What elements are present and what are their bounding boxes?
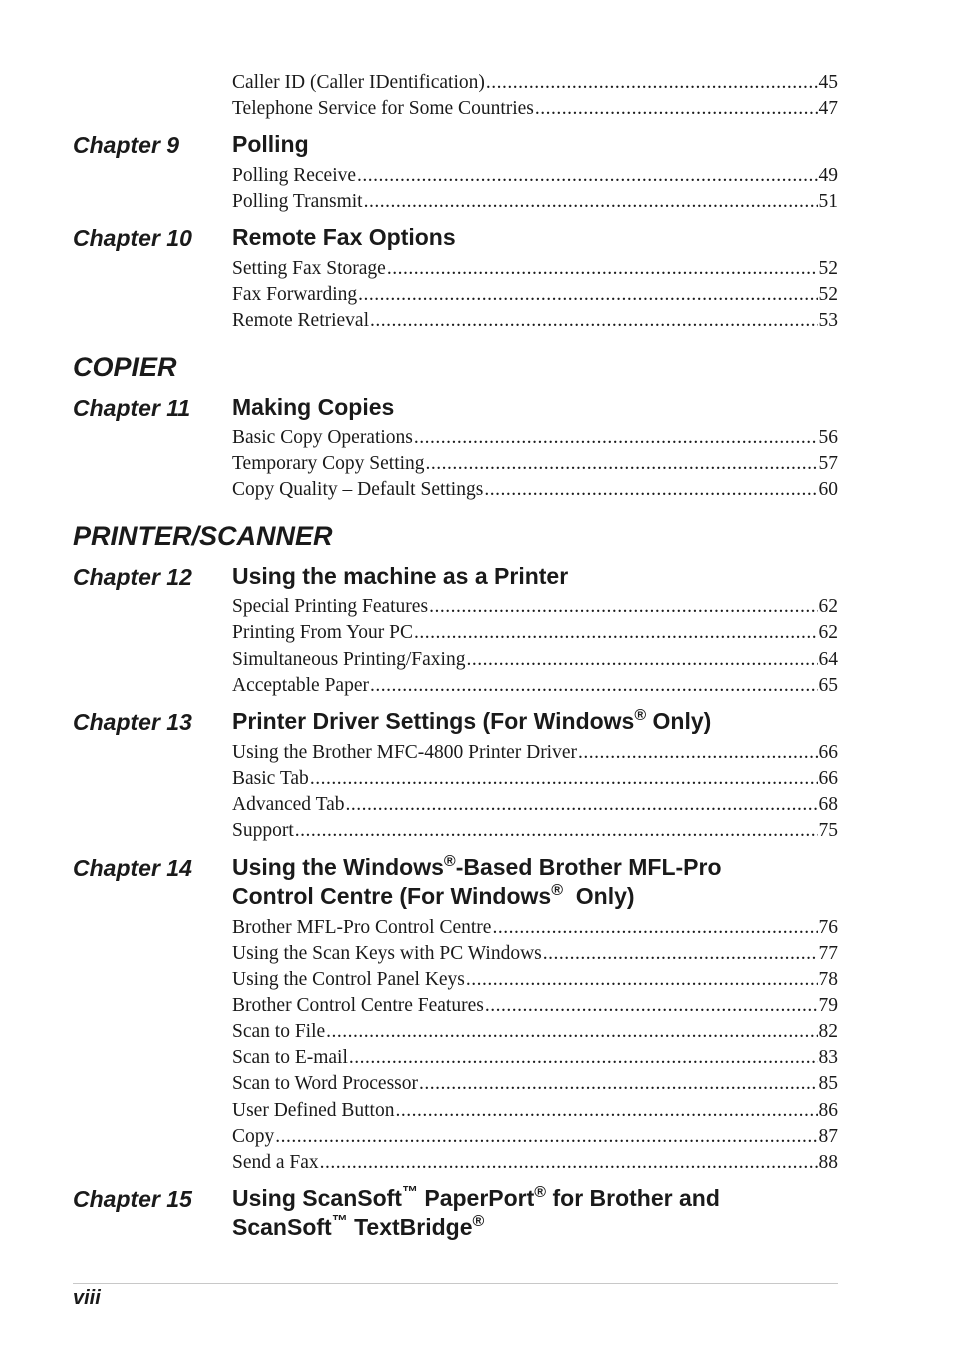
entry-title: Scan to Word Processor bbox=[232, 1073, 419, 1094]
entry-page: 88 bbox=[818, 1152, 838, 1173]
entry-title: Remote Retrieval bbox=[232, 310, 369, 331]
chapter-12-label: Chapter 12 bbox=[73, 564, 192, 590]
dot-leader bbox=[349, 1045, 818, 1071]
dot-leader bbox=[535, 96, 818, 122]
chapter-10-title[interactable]: Remote Fax Options bbox=[232, 224, 456, 250]
dot-leader bbox=[484, 477, 817, 503]
toc-entry[interactable] bbox=[232, 647, 838, 673]
chapter-13-title[interactable]: Printer Driver Settings (For Windows® Only) bbox=[232, 707, 712, 734]
entry-page: 62 bbox=[818, 622, 838, 643]
toc-entry[interactable] bbox=[232, 477, 838, 503]
toc-entry[interactable] bbox=[232, 256, 838, 282]
entry-title: Polling Transmit bbox=[232, 191, 363, 212]
dot-leader bbox=[485, 993, 818, 1019]
toc-entry[interactable] bbox=[232, 1124, 838, 1150]
entry-title: Caller ID (Caller IDentification) bbox=[232, 72, 485, 93]
entry-title: Fax Forwarding bbox=[232, 284, 358, 305]
dot-leader bbox=[466, 967, 818, 993]
dot-leader bbox=[364, 189, 818, 215]
entry-page: 86 bbox=[818, 1100, 838, 1121]
dot-leader bbox=[387, 256, 818, 282]
toc-entry[interactable] bbox=[232, 70, 838, 96]
entry-page: 52 bbox=[818, 258, 838, 279]
entry-title: Brother MFL-Pro Control Centre bbox=[232, 917, 492, 938]
entry-title: Scan to File bbox=[232, 1021, 326, 1042]
toc-entry[interactable] bbox=[232, 308, 838, 334]
entry-page: 47 bbox=[818, 98, 838, 119]
dot-leader bbox=[370, 673, 818, 699]
entry-page: 65 bbox=[818, 675, 838, 696]
entry-title: Simultaneous Printing/Faxing bbox=[232, 649, 466, 670]
chapter-11-label: Chapter 11 bbox=[73, 395, 191, 421]
dot-leader bbox=[310, 766, 818, 792]
dot-leader bbox=[429, 594, 817, 620]
registered-mark: ® bbox=[443, 853, 456, 870]
entry-page: 64 bbox=[818, 649, 838, 670]
dot-leader bbox=[357, 163, 817, 189]
chapter-14-label: Chapter 14 bbox=[73, 855, 192, 881]
section-heading-printer-scanner: PRINTER/SCANNER bbox=[73, 521, 333, 551]
registered-mark: ® bbox=[634, 707, 647, 724]
chapter-9-label: Chapter 9 bbox=[73, 132, 180, 158]
entry-title: Acceptable Paper bbox=[232, 675, 369, 696]
toc-entry[interactable] bbox=[232, 1019, 838, 1045]
toc-entry[interactable] bbox=[232, 967, 838, 993]
entry-title: Basic Copy Operations bbox=[232, 427, 413, 448]
dot-leader bbox=[326, 1019, 817, 1045]
dot-leader bbox=[358, 282, 817, 308]
entry-page: 66 bbox=[818, 768, 838, 789]
entry-page: 79 bbox=[818, 995, 838, 1016]
toc-entry[interactable] bbox=[232, 766, 838, 792]
dot-leader bbox=[426, 451, 818, 477]
registered-mark: ® bbox=[534, 1184, 547, 1201]
dot-leader bbox=[414, 425, 818, 451]
dot-leader bbox=[320, 1150, 818, 1176]
entry-title: Copy Quality – Default Settings bbox=[232, 479, 484, 500]
entry-title: Support bbox=[232, 820, 294, 841]
entry-page: 62 bbox=[818, 596, 838, 617]
entry-title: Temporary Copy Setting bbox=[232, 453, 425, 474]
chapter-11-title[interactable]: Making Copies bbox=[232, 394, 395, 420]
trademark-mark: ™ bbox=[331, 1213, 348, 1230]
entry-page: 68 bbox=[818, 794, 838, 815]
dot-leader bbox=[346, 792, 818, 818]
entry-page: 76 bbox=[818, 917, 838, 938]
toc-entry[interactable] bbox=[232, 915, 838, 941]
toc-entry[interactable] bbox=[232, 1150, 838, 1176]
chapter-12-title[interactable]: Using the machine as a Printer bbox=[232, 563, 569, 589]
entry-title: Setting Fax Storage bbox=[232, 258, 386, 279]
dot-leader bbox=[419, 1071, 817, 1097]
entry-title: Using the Brother MFC-4800 Printer Driver bbox=[232, 742, 578, 763]
entry-page: 82 bbox=[818, 1021, 838, 1042]
dot-leader bbox=[466, 647, 817, 673]
entry-title: Using the Scan Keys with PC Windows bbox=[232, 943, 542, 964]
entry-page: 75 bbox=[818, 820, 838, 841]
entry-page: 52 bbox=[818, 284, 838, 305]
chapter-14-title[interactable]: Using the Windows®-Based Brother MFL-Pro Control Centre (For Windows® Only) bbox=[232, 853, 722, 909]
chapter-15-label: Chapter 15 bbox=[73, 1186, 192, 1212]
dot-leader bbox=[543, 941, 818, 967]
entry-title: Using the Control Panel Keys bbox=[232, 969, 465, 990]
toc-entry[interactable] bbox=[232, 818, 838, 844]
page-number: viii bbox=[73, 1287, 101, 1309]
dot-leader bbox=[370, 308, 818, 334]
toc-entry[interactable] bbox=[232, 1071, 838, 1097]
registered-mark: ® bbox=[551, 882, 564, 899]
entry-page: 45 bbox=[818, 72, 838, 93]
toc-entry[interactable] bbox=[232, 1098, 838, 1124]
dot-leader bbox=[395, 1098, 817, 1124]
chapter-10-label: Chapter 10 bbox=[73, 225, 192, 251]
toc-entry[interactable] bbox=[232, 451, 838, 477]
dot-leader bbox=[486, 70, 818, 96]
entry-title: Special Printing Features bbox=[232, 596, 429, 617]
trademark-mark: ™ bbox=[401, 1184, 418, 1201]
entry-title: Basic Tab bbox=[232, 768, 309, 789]
footer-divider bbox=[73, 1283, 838, 1284]
entry-page: 66 bbox=[818, 742, 838, 763]
entry-title: Copy bbox=[232, 1126, 275, 1147]
toc-entry[interactable] bbox=[232, 993, 838, 1019]
dot-leader bbox=[275, 1124, 817, 1150]
toc-entry[interactable] bbox=[232, 189, 838, 215]
entry-page: 49 bbox=[818, 165, 838, 186]
dot-leader bbox=[578, 740, 817, 766]
toc-entry[interactable] bbox=[232, 425, 838, 451]
chapter-15-title[interactable]: Using ScanSoft™ PaperPort® for Brother and ScanSoft™ TextBridge® bbox=[232, 1184, 720, 1240]
entry-page: 60 bbox=[818, 479, 838, 500]
dot-leader bbox=[414, 620, 818, 646]
entry-page: 78 bbox=[818, 969, 838, 990]
chapter-13-label: Chapter 13 bbox=[73, 709, 192, 735]
toc-entry[interactable] bbox=[232, 163, 838, 189]
entry-title: Telephone Service for Some Countries bbox=[232, 98, 534, 119]
toc-entry[interactable] bbox=[232, 673, 838, 699]
toc-entry[interactable] bbox=[232, 941, 838, 967]
dot-leader bbox=[492, 915, 817, 941]
toc-entry[interactable] bbox=[232, 620, 838, 646]
entry-title: Brother Control Centre Features bbox=[232, 995, 484, 1016]
toc-entry[interactable] bbox=[232, 96, 838, 122]
entry-title: User Defined Button bbox=[232, 1100, 395, 1121]
section-heading-copier: COPIER bbox=[73, 352, 177, 382]
entry-page: 57 bbox=[818, 453, 838, 474]
entry-title: Printing From Your PC bbox=[232, 622, 413, 643]
entry-page: 77 bbox=[818, 943, 838, 964]
toc-entry[interactable] bbox=[232, 792, 838, 818]
entry-title: Send a Fax bbox=[232, 1152, 319, 1173]
entry-page: 87 bbox=[818, 1126, 838, 1147]
entry-page: 83 bbox=[818, 1047, 838, 1068]
entry-title: Scan to E-mail bbox=[232, 1047, 348, 1068]
registered-mark: ® bbox=[472, 1213, 485, 1230]
entry-title: Polling Receive bbox=[232, 165, 357, 186]
entry-page: 56 bbox=[818, 427, 838, 448]
entry-page: 85 bbox=[818, 1073, 838, 1094]
entry-page: 51 bbox=[818, 191, 838, 212]
toc-entry[interactable] bbox=[232, 1045, 838, 1071]
dot-leader bbox=[295, 818, 818, 844]
entry-page: 53 bbox=[818, 310, 838, 331]
entry-title: Advanced Tab bbox=[232, 794, 345, 815]
chapter-9-title[interactable]: Polling bbox=[232, 131, 309, 157]
toc-entry[interactable] bbox=[232, 282, 838, 308]
toc-entry[interactable] bbox=[232, 594, 838, 620]
toc-entry[interactable] bbox=[232, 740, 838, 766]
